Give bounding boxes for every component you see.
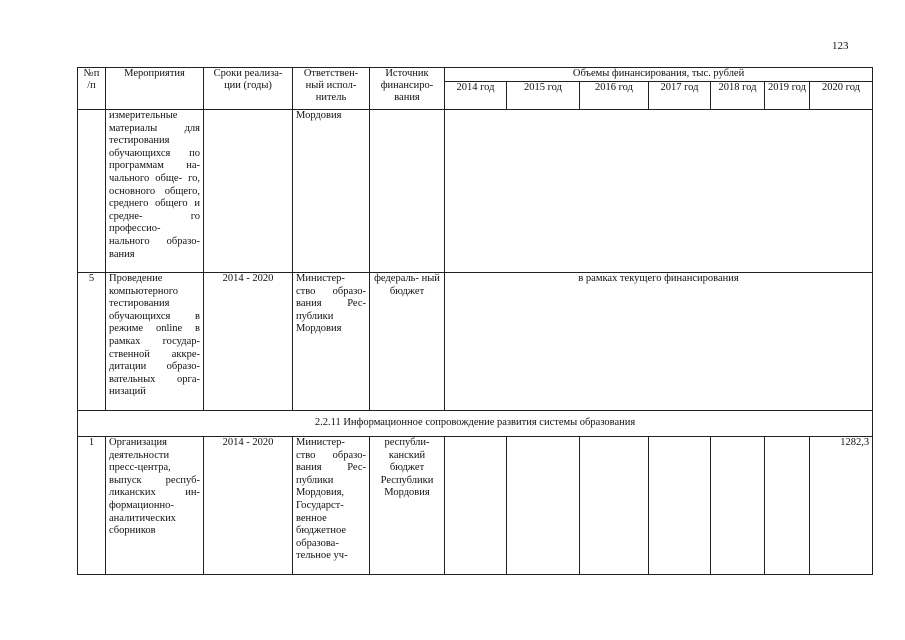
cell-value-2015 (507, 437, 580, 575)
header-year-2018: 2018 год (711, 82, 765, 110)
header-year-2017: 2017 год (649, 82, 711, 110)
header-row-1 (78, 68, 873, 82)
cell-value-2018 (711, 437, 765, 575)
header-year-2014: 2014 год (445, 82, 507, 110)
cell-responsible: Мордовия (293, 110, 370, 273)
cell-num: 5 (78, 273, 106, 411)
cell-num: 1 (78, 437, 106, 575)
cell-value-2014 (445, 437, 507, 575)
cell-source: федераль- ный бюджет (370, 273, 445, 411)
cell-activity: Проведение компьютерного тестирования обучающихся в режиме online в рамках государ- ственной аккре- дитации образо- вательных орга- низаций (106, 273, 204, 411)
cell-value-2020: 1282,3 (810, 437, 873, 575)
cell-period (204, 110, 293, 273)
cell-period: 2014 - 2020 (204, 437, 293, 575)
table-row-5 (78, 273, 873, 411)
cell-activity: Организация деятельности пресс-центра, выпуск респуб- ликанских ин- формационно- аналитических сборников (106, 437, 204, 575)
header-year-2019: 2019 год (765, 82, 810, 110)
cell-source: республи- канский бюджет Республики Мордовия (370, 437, 445, 575)
header-year-2015: 2015 год (507, 82, 580, 110)
cell-value-2019 (765, 437, 810, 575)
cell-funding-merged: в рамках текущего финансирования (445, 273, 873, 411)
cell-responsible: Министер- ство образо- вания Рес- публики Мордовия (293, 273, 370, 411)
section-row (78, 411, 873, 437)
cell-activity: измерительные материалы для тестирования обучающихся по программам на- чального обще- го, основного общего, среднего общего и средне- го профессио- нального образо- вания (106, 110, 204, 273)
cell-funding-merged (445, 110, 873, 273)
page-number: 123 (832, 40, 849, 52)
header-period: Сроки реализа- ции (годы) (204, 68, 293, 110)
cell-value-2016 (580, 437, 649, 575)
funding-table (77, 67, 873, 575)
header-num: №п /п (78, 68, 106, 110)
cell-responsible: Министер- ство образо- вания Рес- публики Мордовия, Государст- венное бюджетное образова- тельное уч- (293, 437, 370, 575)
header-funding: Объемы финансирования, тыс. рублей (445, 68, 873, 82)
header-activity: Мероприятия (106, 68, 204, 110)
header-year-2020: 2020 год (810, 82, 873, 110)
cell-value-2017 (649, 437, 711, 575)
table-row-continued (78, 110, 873, 273)
cell-period: 2014 - 2020 (204, 273, 293, 411)
header-year-2016: 2016 год (580, 82, 649, 110)
cell-num (78, 110, 106, 273)
section-title: 2.2.11 Информационное сопровождение развития системы образования (78, 411, 873, 437)
header-source: Источник финансиро- вания (370, 68, 445, 110)
cell-source (370, 110, 445, 273)
table-row-1 (78, 437, 873, 575)
header-responsible: Ответствен- ный испол- нитель (293, 68, 370, 110)
